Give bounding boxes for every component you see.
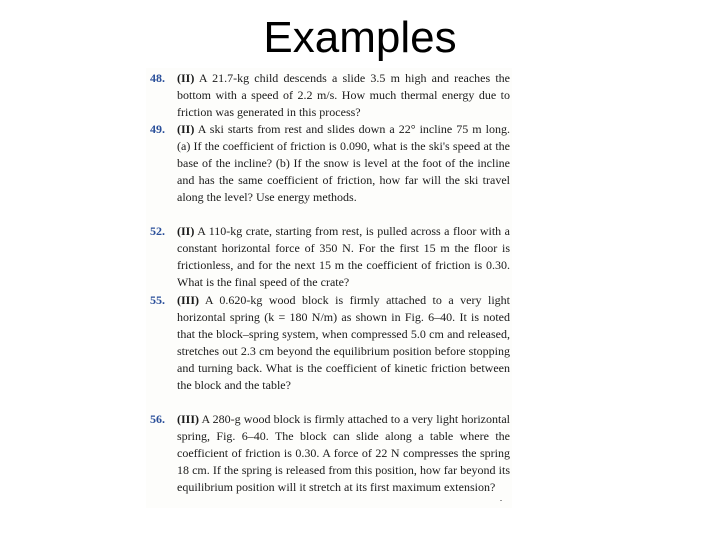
problem-text: A 21.7-kg child descends a slide 3.5 m high and reaches the bottom with a speed of 2.2 m/s. How much thermal energy due to friction was generated in this process? [177,71,510,119]
problem-52 [150,223,510,292]
slide-title: Examples [263,13,457,62]
difficulty-level: (III) [177,293,200,307]
problem-number: 52. [150,224,165,238]
problem-56 [150,411,510,508]
scan-speck [500,500,502,501]
problem-55 [150,292,510,411]
textbook-scan [146,68,512,508]
problem-number: 49. [150,122,165,136]
problem-text: A 280-g wood block is firmly attached to a very light horizontal spring, Fig. 6–40. The block can slide along a table where the coefficient of friction is 0.30. A force of 22 N compresses the spring 18 cm. If the spring is released from this position, how far beyond its equilibrium position will it stretch at its first maximum extension? [177,412,510,494]
problem-48 [150,70,510,121]
problem-text: A 0.620-kg wood block is firmly attached to a very light horizontal spring (k = 180 N/m) as shown in Fig. 6–40. It is noted that the block–spring system, when compressed 5.0 cm and released, stretches out 2.3 cm beyond the equilibrium position before stopping and turning back. What is the coefficient of kinetic friction between the block and the table? [177,293,510,392]
difficulty-level: (II) [177,122,195,136]
problem-text: A 110-kg crate, starting from rest, is pulled across a floor with a constant horizontal force of 350 N. For the first 15 m the floor is frictionless, and for the next 15 m the coefficient of friction is 0.30. What is the final speed of the crate? [177,224,510,289]
problem-number: 48. [150,71,165,85]
problem-text: A ski starts from rest and slides down a 22° incline 75 m long. (a) If the coefficient of friction is 0.090, what is the ski's speed at the base of the incline? (b) If the snow is level at the foot of the incline and has the same coefficient of friction, how far will the ski travel along the level? Use energy methods. [177,122,511,204]
difficulty-level: (II) [177,71,195,85]
difficulty-level: (II) [177,224,195,238]
problem-number: 56. [150,412,165,426]
problem-49 [150,121,510,223]
problem-number: 55. [150,293,165,307]
problem-list [150,70,510,508]
difficulty-level: (III) [177,412,200,426]
